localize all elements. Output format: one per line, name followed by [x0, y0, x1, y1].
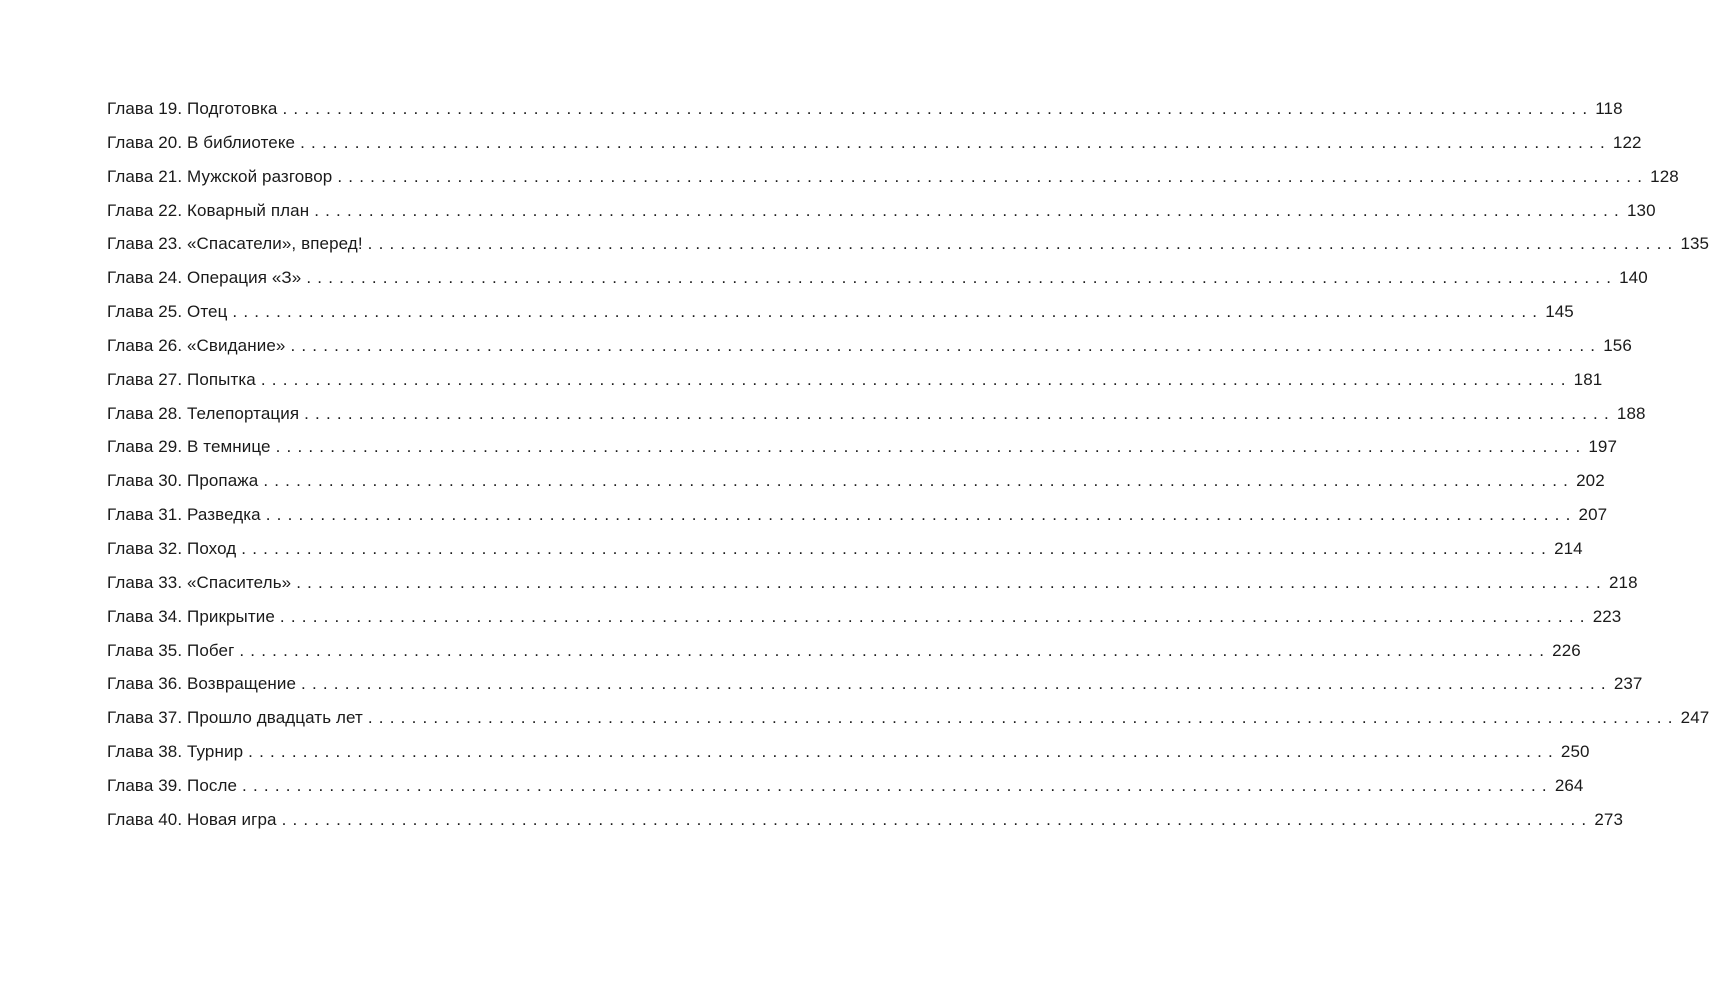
toc-entry-page-number: 207 — [1578, 505, 1608, 525]
toc-entry-title: Глава 37. Прошло двадцать лет — [107, 708, 363, 728]
toc-entry-page-number: 156 — [1603, 335, 1632, 355]
dot-leader: ........................................................................................................................ — [300, 132, 1611, 152]
toc-entry-page-number: 273 — [1594, 809, 1624, 829]
toc-entry — [107, 200, 1656, 235]
dot-leader: ........................................................................................................................ — [301, 674, 1612, 694]
toc-entry-page-number: 214 — [1554, 538, 1583, 558]
toc-entry — [107, 471, 1605, 505]
toc-entry-page-number: 122 — [1612, 132, 1642, 152]
toc-entry-title: Глава 39. После — [107, 775, 238, 795]
toc-entry-title: Глава 20. В библиотеке — [107, 132, 296, 152]
toc-entry-title: Глава 22. Коварный план — [107, 200, 310, 220]
toc-entry — [107, 268, 1648, 302]
dot-leader: ........................................................................................................................ — [239, 640, 1551, 660]
dot-leader: ........................................................................................................................ — [314, 200, 1625, 220]
toc-entry-page-number: 188 — [1616, 403, 1646, 423]
toc-entry-page-number: 237 — [1613, 674, 1643, 694]
toc-entry-page-number: 218 — [1608, 572, 1638, 592]
toc-entry-title: Глава 29. В темнице — [107, 437, 271, 457]
dot-leader: ........................................................................................................................ — [263, 471, 1575, 491]
toc-entry-page-number: 135 — [1680, 234, 1709, 254]
toc-entry — [107, 234, 1709, 268]
dot-leader: ........................................................................................................................ — [279, 606, 1591, 626]
dot-leader: ........................................................................................................................ — [290, 335, 1602, 355]
dot-leader: ........................................................................................................................ — [281, 809, 1593, 829]
toc-entry-title: Глава 28. Телепортация — [107, 403, 300, 423]
toc-entry-page-number: 250 — [1560, 742, 1590, 762]
toc-entry-title: Глава 23. «Спасатели», вперед! — [107, 234, 363, 254]
toc-entry-page-number: 145 — [1545, 302, 1574, 322]
toc-entry — [107, 809, 1624, 844]
toc-entry-title: Глава 33. «Спаситель» — [107, 572, 292, 592]
toc-entry — [107, 742, 1590, 776]
toc-entry-page-number: 264 — [1554, 775, 1584, 795]
toc-entry-title: Глава 30. Пропажа — [107, 471, 259, 491]
toc-entry — [107, 538, 1583, 573]
toc-entry — [107, 437, 1618, 471]
toc-entry — [107, 403, 1646, 438]
toc-entry-page-number: 226 — [1552, 640, 1581, 660]
toc-entry-title: Глава 32. Поход — [107, 538, 237, 558]
toc-entry-title: Глава 40. Новая игра — [107, 809, 277, 829]
toc-entry — [107, 166, 1679, 201]
dot-leader: ........................................................................................................................ — [367, 708, 1679, 728]
toc-entry — [107, 606, 1622, 641]
toc-entry — [107, 775, 1584, 810]
table-of-contents — [107, 99, 1709, 844]
toc-entry — [107, 335, 1632, 370]
toc-entry-page-number: 197 — [1588, 437, 1618, 457]
dot-leader: ........................................................................................................................ — [304, 403, 1615, 423]
toc-entry — [107, 99, 1623, 133]
toc-entry-page-number: 130 — [1626, 200, 1656, 220]
toc-entry-page-number: 128 — [1650, 166, 1679, 186]
toc-entry — [107, 369, 1603, 404]
toc-entry-page-number: 118 — [1595, 99, 1623, 118]
dot-leader: ........................................................................................................................ — [232, 302, 1544, 322]
toc-entry-page-number: 202 — [1576, 471, 1605, 491]
dot-leader: ........................................................................................................................ — [337, 166, 1649, 186]
toc-entry — [107, 505, 1608, 539]
toc-entry-title: Глава 38. Турнир — [107, 742, 244, 762]
dot-leader: ........................................................................................................................ — [248, 742, 1559, 762]
toc-entry — [107, 674, 1643, 708]
toc-entry-title: Глава 24. Операция «З» — [107, 268, 302, 288]
toc-entry-title: Глава 36. Возвращение — [107, 674, 297, 694]
dot-leader: ........................................................................................................................ — [306, 268, 1618, 288]
toc-entry — [107, 302, 1574, 336]
toc-entry-page-number: 140 — [1619, 268, 1648, 288]
toc-entry-page-number: 247 — [1680, 708, 1709, 728]
toc-entry-page-number: 181 — [1573, 369, 1603, 389]
toc-entry — [107, 572, 1638, 607]
dot-leader: ........................................................................................................................ — [265, 505, 1577, 525]
dot-leader: ........................................................................................................................ — [241, 538, 1553, 558]
dot-leader: ........................................................................................................................ — [242, 775, 1553, 795]
toc-entry-title: Глава 25. Отец — [107, 302, 228, 322]
toc-entry-title: Глава 19. Подготовка — [107, 99, 278, 118]
toc-entry — [107, 708, 1709, 742]
dot-leader: ........................................................................................................................ — [275, 437, 1587, 457]
toc-entry-title: Глава 35. Побег — [107, 640, 235, 660]
dot-leader: ........................................................................................................................ — [260, 369, 1572, 389]
toc-entry-title: Глава 21. Мужской разговор — [107, 166, 333, 186]
toc-entry-page-number: 223 — [1592, 606, 1622, 626]
toc-entry — [107, 132, 1642, 167]
toc-entry — [107, 640, 1581, 675]
toc-entry-title: Глава 34. Прикрытие — [107, 606, 275, 626]
toc-entry-title: Глава 26. «Свидание» — [107, 335, 286, 355]
dot-leader: ........................................................................................................................ — [296, 572, 1607, 592]
toc-entry-title: Глава 31. Разведка — [107, 505, 261, 525]
dot-leader: ........................................................................................................................ — [367, 234, 1679, 254]
dot-leader: ........................................................................................................................ — [282, 99, 1594, 118]
toc-entry-title: Глава 27. Попытка — [107, 369, 256, 389]
